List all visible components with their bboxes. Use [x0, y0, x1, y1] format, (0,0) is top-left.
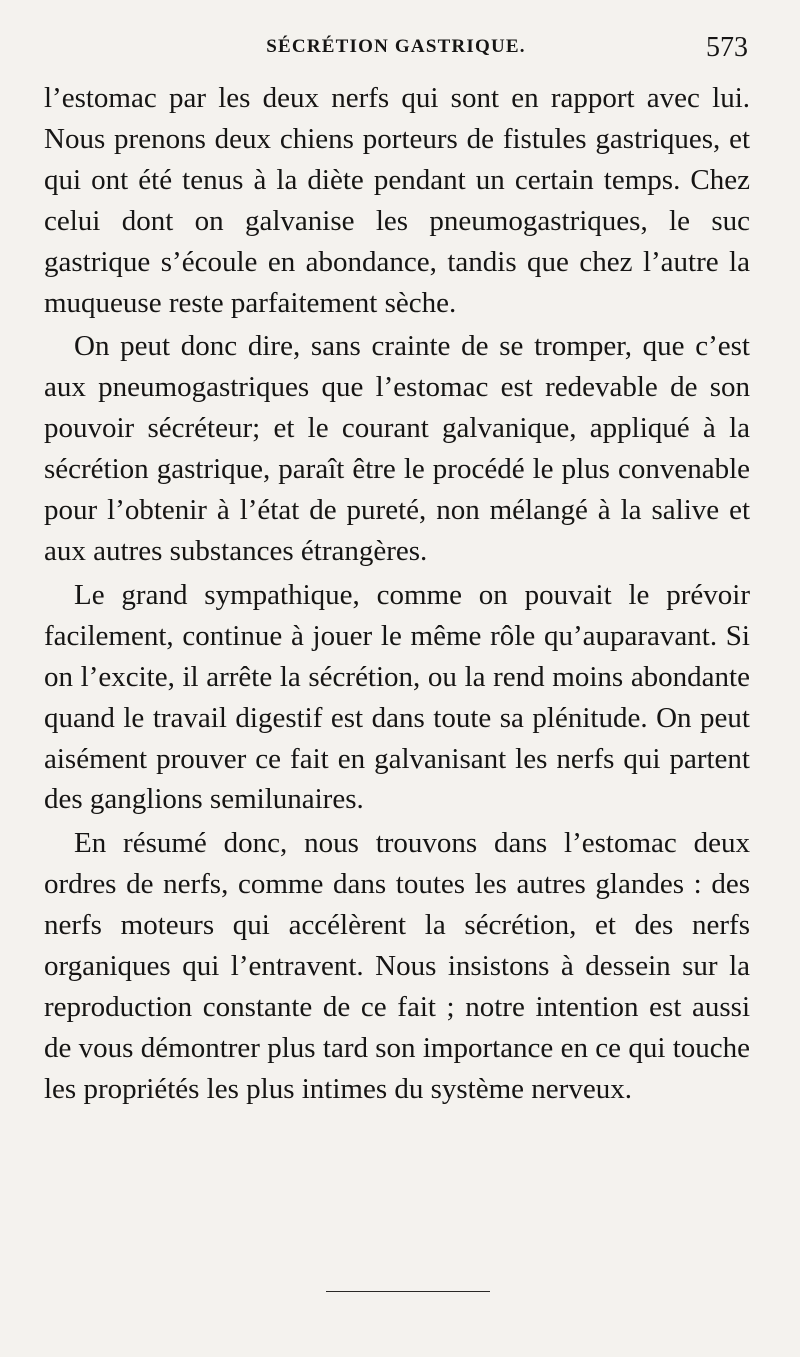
- running-title: SÉCRÉTION GASTRIQUE.: [266, 36, 526, 57]
- page-header: [44, 32, 748, 72]
- paragraph-1: l’estomac par les deux nerfs qui sont en rapport avec lui. Nous prenons deux chiens porteurs de fistules gastriques, et qui ont été tenus à la diète pendant un certain temps. Chez celui dont on galvanise les pneumogastriques, le suc gastrique s’écoule en abondance, tandis que chez l’autre la muqueuse reste parfaitement sèche.: [44, 82, 750, 319]
- page-number: 573: [706, 32, 748, 63]
- end-rule: [326, 1291, 490, 1292]
- paragraph-4: En résumé donc, nous trouvons dans l’estomac deux ordres de nerfs, comme dans toutes les autres glandes : des nerfs moteurs qui accélèrent la sécrétion, et des nerfs organiques qui l’entravent. Nous insistons à dessein sur la reproduction constante de ce fait ; notre intention est aussi de vous démontrer plus tard son importance en ce qui touche les propriétés les plus intimes du système nerveux.: [44, 827, 750, 1105]
- paragraph-3: Le grand sympathique, comme on pouvait le prévoir facilement, continue à jouer le même rôle qu’auparavant. Si on l’excite, il arrête la sécrétion, ou la rend moins abondante quand le travail digestif est dans toute sa plénitude. On peut aisément prouver ce fait en galvanisant les nerfs qui partent des ganglions semilunaires.: [44, 578, 750, 816]
- body-text: [44, 78, 750, 1110]
- paragraph-2: On peut donc dire, sans crainte de se tromper, que c’est aux pneumogastriques que l’estomac est redevable de son pouvoir sécréteur; et le courant galvanique, appliqué à la sécrétion gastrique, paraît être le procédé le plus convenable pour l’obtenir à l’état de pureté, non mélangé à la salive et aux autres substances étrangères.: [44, 330, 750, 567]
